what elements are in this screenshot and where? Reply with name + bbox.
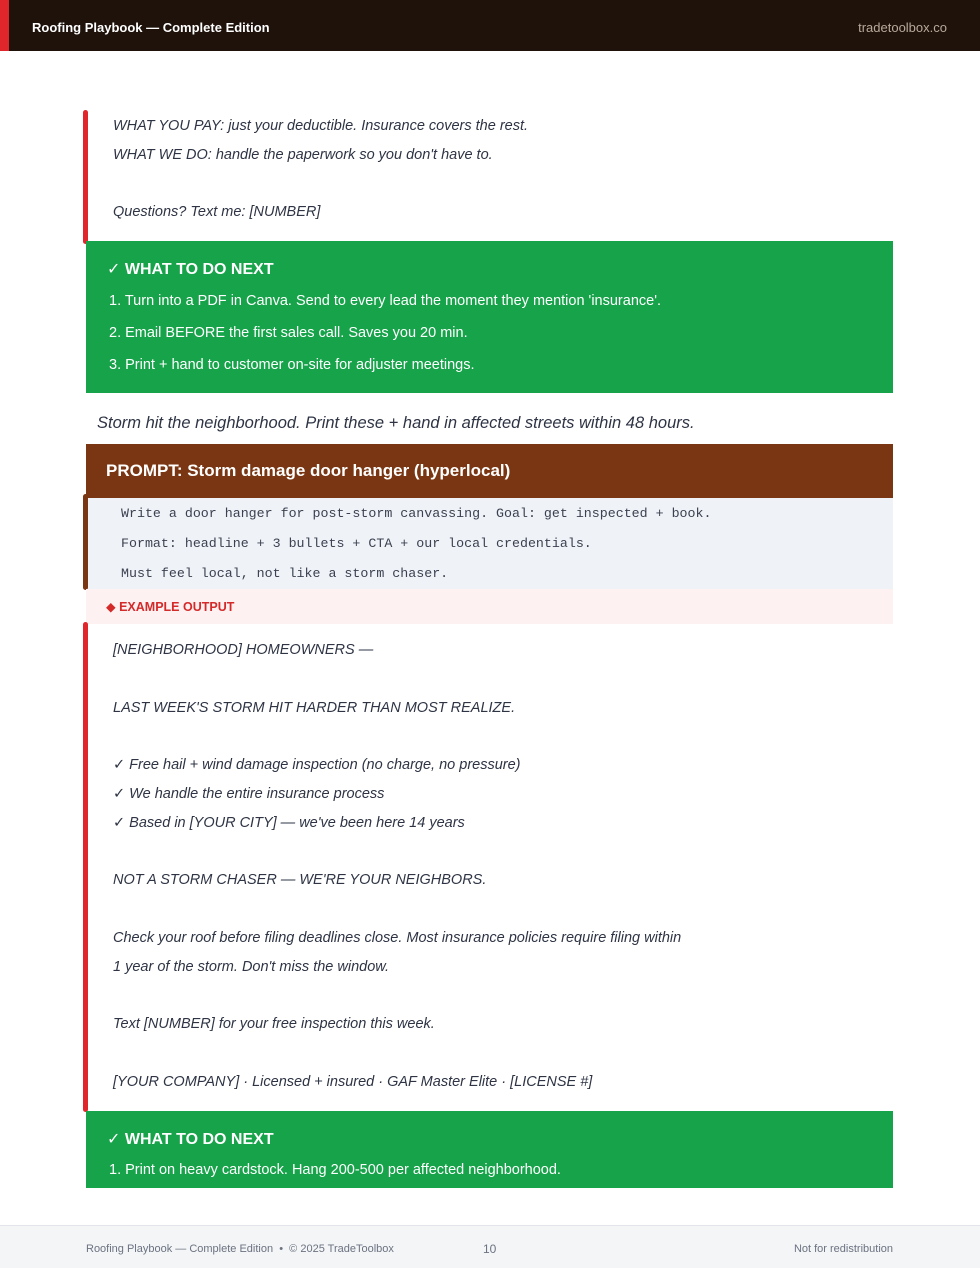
example-output-label-bar bbox=[86, 589, 893, 624]
page-footer bbox=[0, 1225, 980, 1268]
footer-notice: Not for redistribution bbox=[793, 1243, 893, 1255]
prompt-line: Format: headline + 3 bullets + CTA + our local credentials. bbox=[121, 536, 592, 551]
header-bar bbox=[0, 0, 980, 51]
prompt-line: Write a door hanger for post-storm canvassing. Goal: get inspected + book. bbox=[121, 506, 712, 521]
next-step-item: 2. Email BEFORE the first sales call. Saves you 20 min. bbox=[109, 325, 468, 341]
output-line: Check your roof before filing deadlines close. Most insurance policies require filing within bbox=[113, 930, 682, 946]
document-title: Roofing Playbook — Complete Edition bbox=[32, 20, 270, 35]
prompt-line: Must feel local, not like a storm chaser. bbox=[121, 566, 449, 581]
page-number: 10 bbox=[483, 1242, 497, 1256]
output-line: [YOUR COMPANY] · Licensed + insured · GAF Master Elite · [LICENSE #] bbox=[113, 1074, 593, 1090]
output-line: ✓ Free hail + wind damage inspection (no charge, no pressure) bbox=[113, 757, 521, 773]
header-accent-stripe bbox=[0, 0, 9, 51]
output-line: [NEIGHBORHOOD] HOMEOWNERS — bbox=[113, 642, 374, 658]
output-line: ✓ Based in [YOUR CITY] — we've been here 14 years bbox=[113, 815, 465, 831]
output-line: 1 year of the storm. Don't miss the window. bbox=[113, 959, 389, 975]
prompt-accent-bar bbox=[83, 494, 88, 590]
output-line: WHAT WE DO: handle the paperwork so you don't have to. bbox=[113, 147, 493, 163]
output-line: Text [NUMBER] for your free inspection this week. bbox=[113, 1016, 435, 1032]
next-step-item: 1. Print on heavy cardstock. Hang 200-500 per affected neighborhood. bbox=[109, 1162, 561, 1178]
prompt-code-block bbox=[86, 498, 893, 589]
example-output-continued bbox=[86, 110, 893, 244]
next-step-item: 3. Print + hand to customer on-site for adjuster meetings. bbox=[109, 357, 475, 373]
output-accent-bar bbox=[83, 110, 88, 244]
output-line: Questions? Text me: [NUMBER] bbox=[113, 204, 321, 220]
site-link[interactable]: tradetoolbox.co bbox=[858, 20, 947, 35]
output-line: LAST WEEK'S STORM HIT HARDER THAN MOST REALIZE. bbox=[113, 700, 516, 716]
example-output bbox=[86, 622, 893, 1112]
next-steps-heading: ✓ WHAT TO DO NEXT bbox=[107, 261, 274, 278]
next-step-item: 1. Turn into a PDF in Canva. Send to every lead the moment they mention 'insurance'. bbox=[109, 293, 661, 309]
next-steps-box bbox=[86, 241, 893, 393]
next-steps-box bbox=[86, 1111, 893, 1188]
output-line: NOT A STORM CHASER — WE'RE YOUR NEIGHBORS. bbox=[113, 872, 487, 888]
next-steps-heading: ✓ WHAT TO DO NEXT bbox=[107, 1131, 274, 1148]
output-line: ✓ We handle the entire insurance process bbox=[113, 786, 385, 802]
output-line: WHAT YOU PAY: just your deductible. Insurance covers the rest. bbox=[113, 118, 529, 134]
output-accent-bar bbox=[83, 622, 88, 1112]
example-output-label: ◆ EXAMPLE OUTPUT bbox=[106, 600, 235, 614]
footer-copyright: Roofing Playbook — Complete Edition • © 2025 TradeToolbox bbox=[86, 1243, 394, 1255]
prompt-title: PROMPT: Storm damage door hanger (hyperlocal) bbox=[106, 461, 511, 480]
prompt-header bbox=[86, 444, 893, 498]
section-intro: Storm hit the neighborhood. Print these + hand in affected streets within 48 hours. bbox=[97, 414, 695, 432]
